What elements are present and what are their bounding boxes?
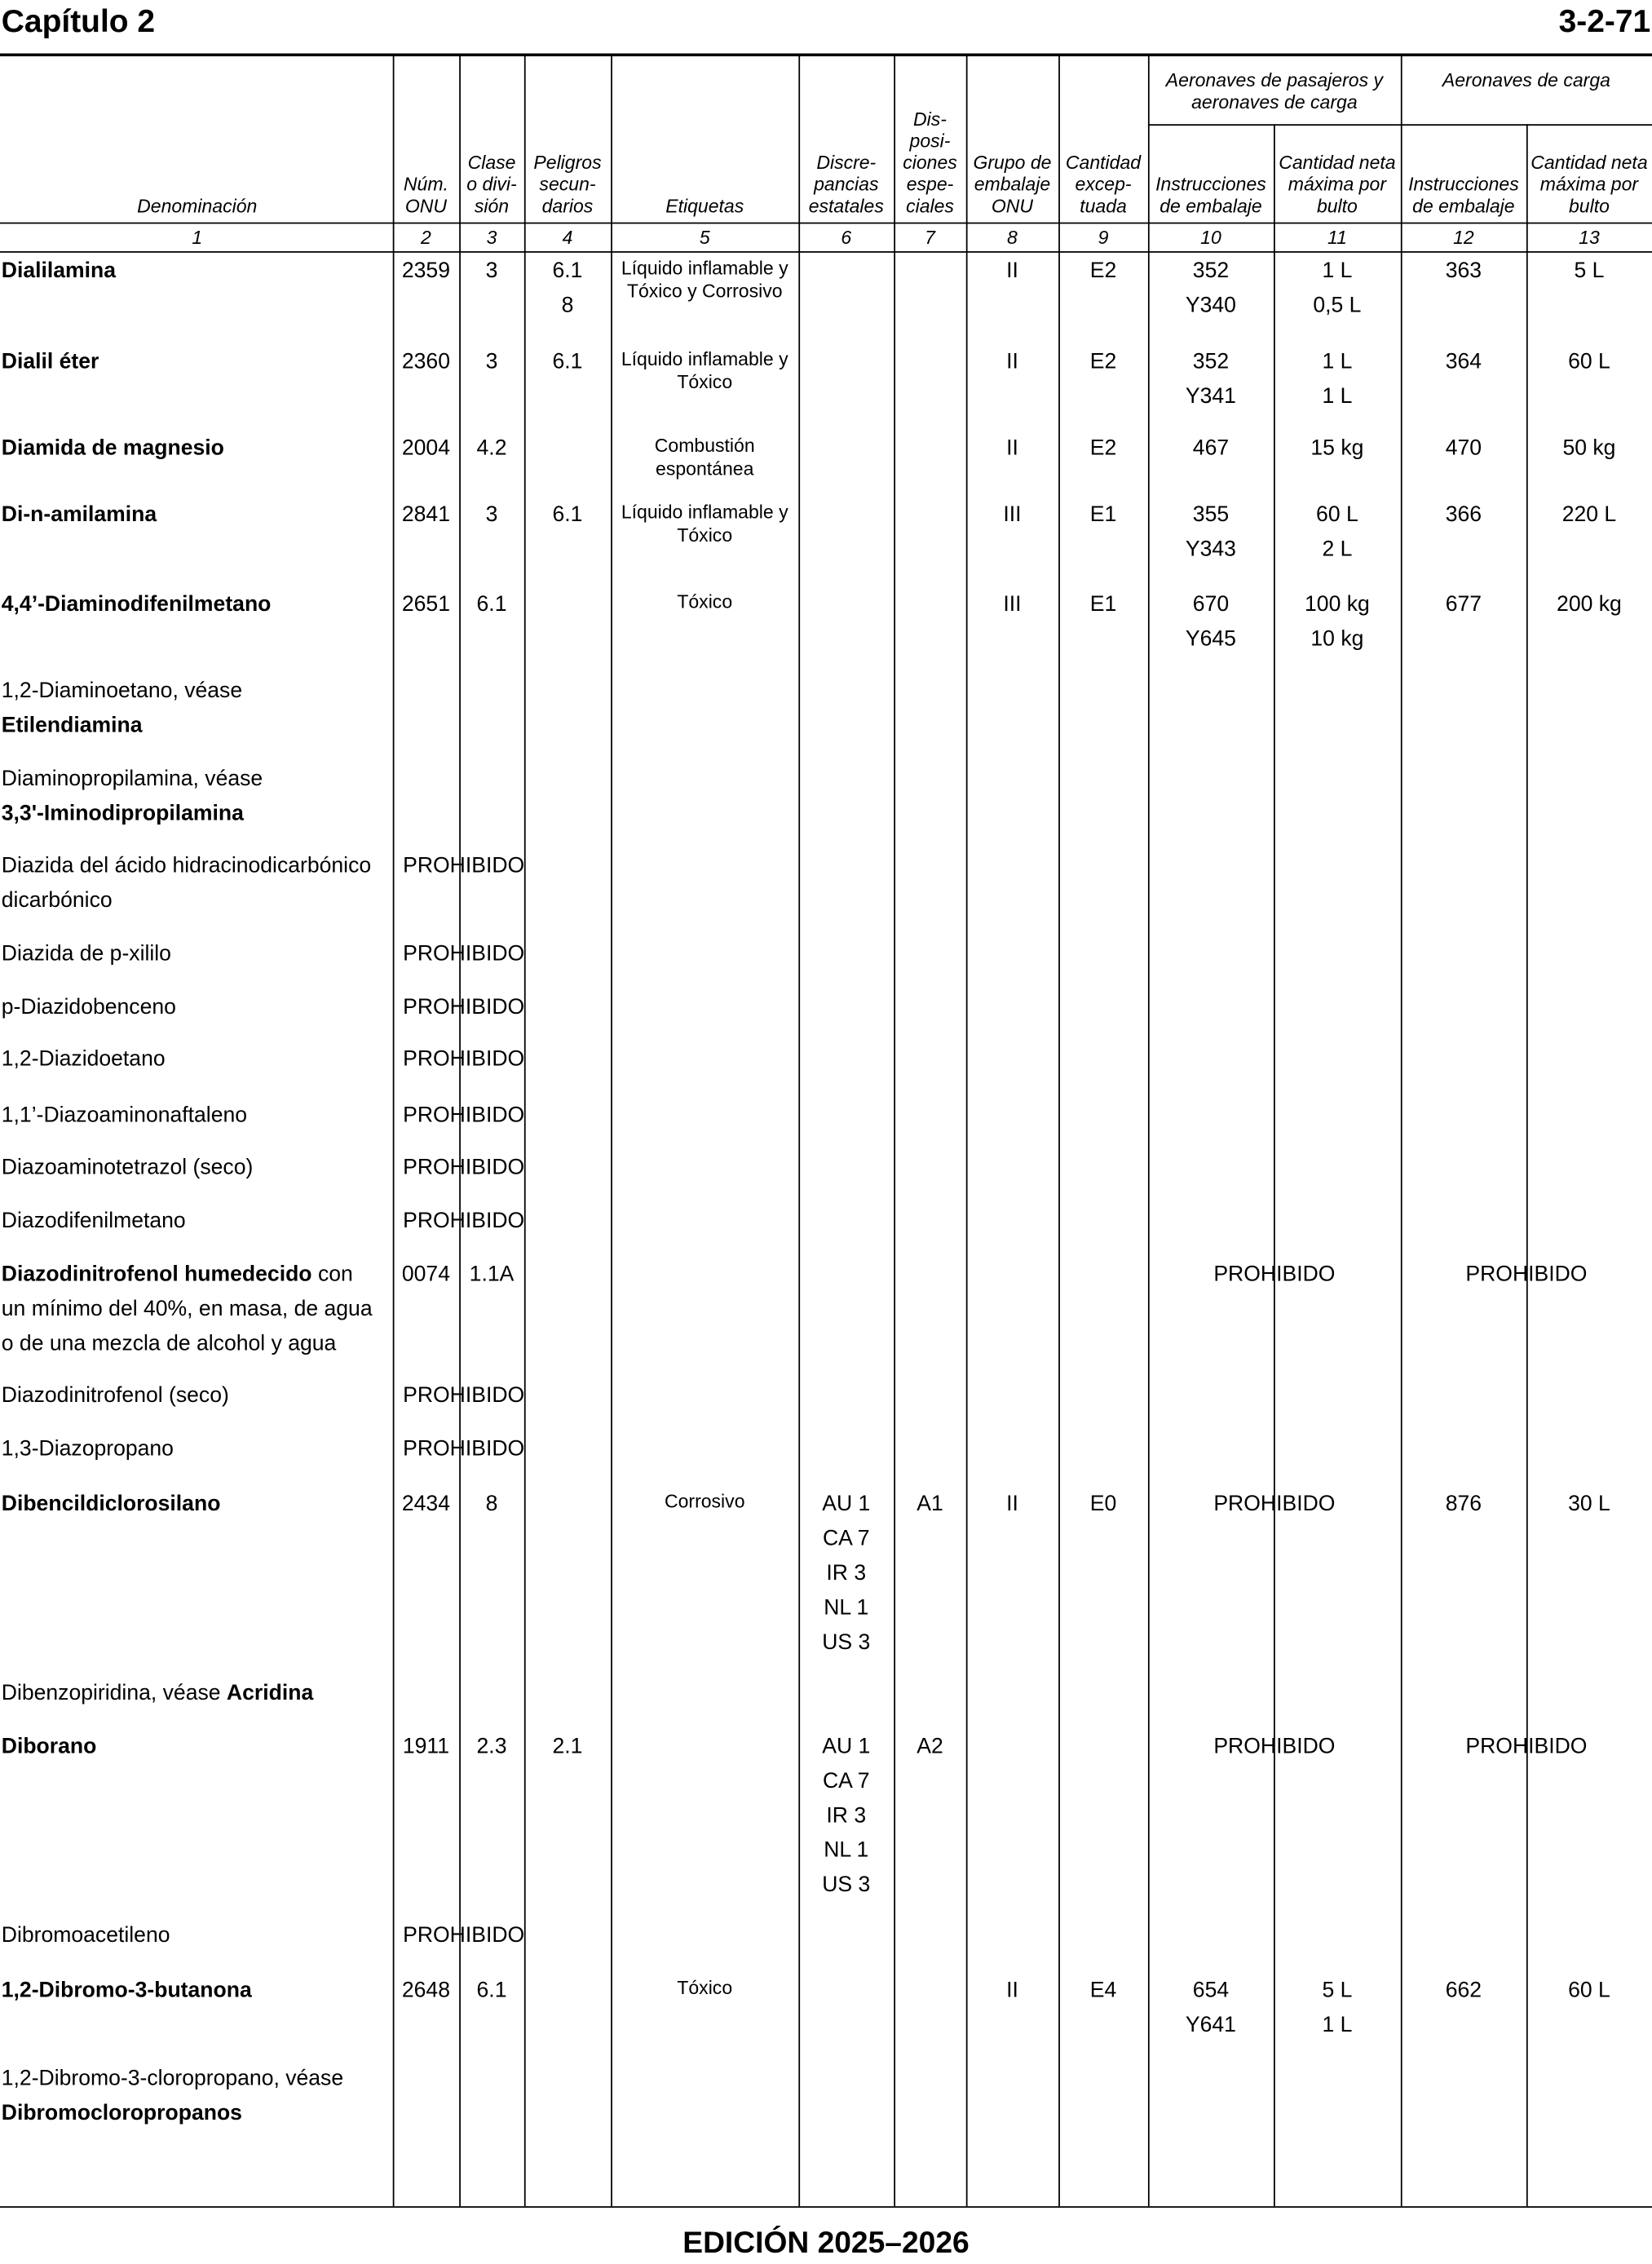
column-header-pi1 [1150, 127, 1273, 217]
column-number: 4 [562, 226, 573, 249]
packing-group: II [1006, 349, 1018, 374]
state-variation: NL 1 [824, 1595, 869, 1621]
max-net-quantity: 10 kg [1310, 626, 1364, 652]
packing-group: II [1006, 1978, 1018, 2003]
substance-name-tail: con [311, 1262, 353, 1287]
column-number: 13 [1579, 226, 1600, 249]
substance-name-text: 1,1’-Diazoaminonaftaleno [1, 1103, 248, 1128]
substance-name-bold: 4,4’-Diaminodifenilmetano [1, 591, 272, 617]
substance-name-bold: Dibencildiclorosilano [1, 1491, 221, 1516]
column-header-pg [968, 55, 1058, 216]
passenger-max-net-quantity [1274, 345, 1401, 414]
substance-name [2, 2062, 390, 2131]
hazard-labels: Combustión espontánea [654, 434, 755, 479]
hazard-labels: Corrosivo [664, 1490, 745, 1512]
cargo-packing-instruction: 876 [1445, 1491, 1482, 1516]
substance-name-text: Diazodinitrofenol (seco) [1, 1383, 229, 1408]
substance-name-bold: Di-n-amilamina [1, 502, 157, 528]
substance-name [2, 849, 390, 918]
substance-name [2, 345, 390, 379]
un-number: 1911 [402, 1734, 449, 1759]
passenger-max-net-quantity [1274, 498, 1401, 568]
column-header-label: Discre- pancias estatales [808, 151, 884, 217]
cargo-max-net-quantity: 50 kg [1562, 436, 1616, 461]
state-variations [798, 1730, 894, 1903]
substance-name-line [2, 1919, 390, 1953]
column-number: 3 [486, 226, 497, 249]
prohibited-text: PROHIBIDO [403, 1436, 525, 1461]
column-header-label: Cantidad excep- tuada [1065, 151, 1142, 217]
state-variation: CA 7 [822, 1526, 870, 1551]
cargo-packing-instruction: 363 [1445, 258, 1482, 284]
column-number: 11 [1327, 226, 1347, 249]
column-number: 12 [1453, 226, 1474, 249]
substance-name [2, 1205, 390, 1239]
substance-name-bold: Dialil éter [1, 349, 99, 374]
state-variation: US 3 [822, 1629, 871, 1655]
column-number: 10 [1200, 226, 1221, 249]
subsidiary-hazards [524, 254, 611, 324]
passenger-prohibited: PROHIBIDO [1213, 1262, 1336, 1287]
column-header-label: Grupo de embalaje ONU [973, 151, 1052, 217]
un-number: 2359 [401, 258, 450, 284]
passenger-packing-instructions [1148, 588, 1274, 657]
hazard-class: 6.1 [476, 1978, 507, 2003]
un-number: 2004 [401, 436, 450, 461]
packing-instruction: Y340 [1185, 293, 1236, 318]
column-rule [894, 55, 895, 2206]
max-net-quantity: 1 L [1322, 383, 1353, 409]
column-number: 8 [1007, 226, 1018, 249]
substance-name [2, 937, 390, 971]
un-number: 2651 [401, 591, 450, 617]
un-number: 2841 [401, 502, 450, 528]
packing-instruction: Y645 [1185, 626, 1236, 652]
substance-name [2, 588, 390, 622]
subsidiary-hazards [524, 345, 611, 379]
substance-name-line [2, 991, 390, 1025]
state-variation: IR 3 [826, 1560, 867, 1585]
substance-name [2, 254, 390, 289]
colnum-rule [0, 251, 1652, 253]
column-header-label: Instrucciones de embalaje [1408, 173, 1519, 217]
passenger-packing-instructions [1148, 254, 1274, 324]
max-net-quantity: 1 L [1322, 2012, 1353, 2038]
max-net-quantity: 1 L [1322, 349, 1353, 374]
substance-name-line [2, 1099, 390, 1133]
substance-name [2, 991, 390, 1025]
hazard-class: 3 [485, 502, 498, 528]
cargo-packing-instruction: 677 [1445, 591, 1482, 617]
substance-name-text: 1,3-Diazopropano [1, 1436, 174, 1461]
packing-group: II [1006, 1491, 1018, 1516]
packing-instruction: 352 [1192, 349, 1230, 374]
substance-name-bold: Dialilamina [1, 258, 117, 284]
cargo-max-net-quantity: 60 L [1568, 349, 1610, 374]
passenger-max-net-quantity [1274, 431, 1401, 466]
substance-name-line [2, 849, 390, 883]
column-number: 2 [421, 226, 431, 249]
state-variation: AU 1 [822, 1734, 871, 1759]
column-header-label: Denominación [137, 195, 258, 217]
substance-name-line: o de una mezcla de alcohol y agua [1, 1331, 337, 1356]
hazard-labels: Tóxico [677, 1976, 733, 1999]
substance-name-line: dicarbónico [1, 887, 113, 913]
excepted-quantity: E2 [1089, 349, 1117, 374]
passenger-prohibited: PROHIBIDO [1213, 1491, 1336, 1516]
substance-name-line [2, 1379, 390, 1413]
subsidiary-hazard: 6.1 [552, 349, 583, 374]
substance-name-text: Diazida de p-xililo [1, 941, 171, 966]
cargo-max-net-quantity: 200 kg [1557, 591, 1622, 617]
max-net-quantity: 5 L [1322, 1978, 1353, 2003]
substance-name [2, 1099, 390, 1133]
packing-group: II [1006, 436, 1018, 461]
packing-instruction: 670 [1192, 591, 1230, 617]
passenger-prohibited: PROHIBIDO [1213, 1734, 1336, 1759]
subsidiary-hazard: 6.1 [552, 502, 583, 528]
edition-footer: EDICIÓN 2025–2026 [682, 2226, 970, 2260]
column-number: 5 [699, 226, 710, 249]
substance-name-text: p-Diazidobenceno [1, 994, 176, 1019]
hazard-class: 4.2 [476, 436, 507, 461]
substance-name-text: Dibenzopiridina, véase [1, 1680, 227, 1705]
un-number: 2434 [401, 1491, 450, 1516]
substance-name [2, 1488, 390, 1522]
column-header-eq [1060, 55, 1146, 216]
chapter-title: Capítulo 2 [1, 2, 156, 39]
substance-name [2, 1676, 390, 1710]
prohibited-text: PROHIBIDO [403, 1103, 525, 1128]
column-number: 7 [925, 226, 935, 249]
substance-name [2, 1974, 390, 2008]
column-header-labels [612, 55, 797, 216]
passenger-packing-instructions [1148, 345, 1274, 414]
substance-name [2, 1919, 390, 1953]
substance-name [2, 1730, 390, 1764]
substance-name [2, 763, 390, 832]
substance-name-line [2, 763, 390, 797]
prohibited-text: PROHIBIDO [403, 994, 525, 1019]
excepted-quantity: E0 [1089, 1491, 1117, 1516]
table-bottom-rule [0, 2206, 1652, 2208]
cargo-packing-instruction: 364 [1445, 349, 1482, 374]
hazard-labels: Tóxico [677, 590, 733, 612]
substance-name-line [2, 937, 390, 971]
column-number: 1 [192, 226, 203, 249]
hazard-labels: Líquido inflamable y Tóxico y Corrosivo [621, 257, 788, 302]
column-header-label: Instrucciones de embalaje [1155, 173, 1266, 217]
substance-name [2, 1042, 390, 1077]
cargo-packing-instruction: 662 [1445, 1978, 1482, 2003]
substance-name [2, 431, 390, 466]
cargo-max-net-quantity: 5 L [1574, 258, 1605, 284]
prohibited-text: PROHIBIDO [403, 1155, 525, 1180]
excepted-quantity: E1 [1089, 502, 1117, 528]
packing-instruction: Y343 [1185, 537, 1236, 562]
substance-name-text: 1,2-Diaminoetano, véase [1, 679, 243, 704]
subsidiary-hazard: 8 [561, 293, 574, 318]
substance-name-line: un mínimo del 40%, en masa, de agua [1, 1296, 373, 1321]
cross-reference-name: Acridina [226, 1680, 314, 1705]
column-header-label: Peligros secun- darios [533, 151, 602, 217]
state-variation: AU 1 [822, 1491, 871, 1516]
hazard-class: 3 [485, 258, 498, 284]
column-number: 6 [841, 226, 852, 249]
column-header-q1 [1275, 127, 1399, 217]
substance-name-line [2, 1042, 390, 1077]
passenger-packing-instructions [1148, 1974, 1274, 2043]
un-number: 2360 [401, 349, 450, 374]
max-net-quantity: 60 L [1316, 502, 1358, 528]
packing-group: III [1003, 591, 1022, 617]
substance-name-line [2, 1205, 390, 1239]
cargo-max-net-quantity: 60 L [1568, 1978, 1610, 2003]
state-variation: US 3 [822, 1873, 871, 1898]
max-net-quantity: 1 L [1322, 258, 1353, 284]
subsidiary-hazards [524, 1730, 611, 1764]
substance-name [2, 1151, 390, 1185]
packing-instruction: 467 [1192, 436, 1230, 461]
group-header-cargo: Aeronaves de carga [1442, 69, 1610, 91]
hazard-class: 2.3 [476, 1734, 507, 1759]
column-header-label: Dis- posi- ciones espe- ciales [903, 108, 957, 217]
cross-reference-name: Etilendiamina [1, 713, 143, 738]
cargo-packing-instruction: 366 [1445, 502, 1482, 528]
group-header-passenger: Aeronaves de pasajeros y aeronaves de carga [1165, 69, 1383, 113]
column-header-var [800, 55, 892, 216]
column-header-un [394, 55, 457, 216]
page-number: 3-2-71 [1558, 2, 1651, 39]
substance-name [2, 498, 390, 533]
column-header-sp [895, 55, 965, 216]
column-number: 9 [1098, 226, 1109, 249]
prohibited-text: PROHIBIDO [403, 1383, 525, 1408]
passenger-max-net-quantity [1274, 1974, 1401, 2043]
column-header-pi2 [1402, 127, 1526, 217]
packing-instruction: Y641 [1185, 2012, 1236, 2038]
state-variation: NL 1 [824, 1837, 869, 1863]
substance-name-text: Diazida del ácido hidracinodicarbónico [1, 853, 372, 878]
substance-name-line [2, 1432, 390, 1466]
cargo-prohibited: PROHIBIDO [1465, 1734, 1588, 1759]
un-number: 0074 [401, 1262, 450, 1287]
max-net-quantity: 15 kg [1310, 436, 1364, 461]
excepted-quantity: E2 [1089, 436, 1117, 461]
subsidiary-hazard: 6.1 [552, 258, 583, 284]
substance-name-bold: Diamida de magnesio [1, 436, 224, 461]
hazard-class: 3 [485, 349, 498, 374]
substance-name [2, 1432, 390, 1466]
substance-name-bold: Diborano [1, 1734, 97, 1759]
max-net-quantity: 2 L [1322, 537, 1353, 562]
column-header-label: Clase o divi- sión [466, 151, 517, 217]
substance-name-bold: Diazodinitrofenol humedecido [1, 1262, 312, 1287]
cargo-max-net-quantity: 220 L [1561, 502, 1617, 528]
packing-instruction: 352 [1192, 258, 1230, 284]
prohibited-text: PROHIBIDO [403, 853, 525, 878]
column-header-q2 [1528, 127, 1651, 217]
prohibited-text: PROHIBIDO [403, 941, 525, 966]
column-header-label: Cantidad neta máxima por bulto [1531, 151, 1648, 217]
max-net-quantity: 0,5 L [1313, 293, 1362, 318]
passenger-max-net-quantity [1274, 588, 1401, 657]
passenger-max-net-quantity [1274, 254, 1401, 324]
cross-reference-name: Dibromocloropropanos [1, 2100, 242, 2126]
state-variations [798, 1488, 894, 1660]
packing-group: III [1003, 502, 1022, 528]
prohibited-text: PROHIBIDO [403, 1046, 525, 1072]
passenger-packing-instructions [1148, 498, 1274, 568]
state-variation: IR 3 [826, 1803, 867, 1828]
hazard-labels: Líquido inflamable y Tóxico [621, 501, 788, 546]
substance-name-text: 1,2-Diazidoetano [1, 1046, 166, 1072]
substance-name-text: Diazoaminotetrazol (seco) [1, 1155, 254, 1180]
packing-instruction: 355 [1192, 502, 1230, 528]
substance-name-line [2, 674, 390, 709]
subsidiary-hazards [524, 498, 611, 533]
column-header-name [3, 55, 391, 216]
substance-name-line [2, 2062, 390, 2096]
substance-name-text: Dibromoacetileno [1, 1923, 170, 1948]
excepted-quantity: E4 [1089, 1978, 1117, 2003]
subsidiary-hazard: 2.1 [552, 1734, 583, 1759]
substance-name-bold: 1,2-Dibromo-3-butanona [1, 1978, 252, 2003]
prohibited-text: PROHIBIDO [403, 1208, 525, 1233]
cargo-packing-instruction: 470 [1445, 436, 1482, 461]
state-variation: CA 7 [822, 1768, 870, 1793]
substance-name-line [2, 1676, 390, 1710]
cargo-prohibited: PROHIBIDO [1465, 1262, 1588, 1287]
cargo-max-net-quantity: 30 L [1568, 1491, 1610, 1516]
column-header-sub [526, 55, 610, 216]
substance-name [2, 674, 390, 744]
column-header-label: Cantidad neta máxima por bulto [1279, 151, 1396, 217]
excepted-quantity: E2 [1089, 258, 1117, 284]
hazard-class: 6.1 [476, 591, 507, 617]
special-provision: A2 [917, 1734, 943, 1759]
max-net-quantity: 100 kg [1305, 591, 1370, 617]
excepted-quantity: E1 [1089, 591, 1117, 617]
passenger-packing-instructions [1148, 431, 1274, 466]
substance-name-text: 1,2-Dibromo-3-cloropropano, véase [1, 2066, 344, 2091]
cross-reference-name: 3,3'-Iminodipropilamina [1, 801, 244, 826]
special-provision: A1 [917, 1491, 943, 1516]
column-header-class [461, 55, 523, 216]
hazard-class: 8 [485, 1491, 498, 1516]
packing-instruction: Y341 [1185, 383, 1236, 409]
hazard-class: 1.1A [469, 1262, 515, 1287]
column-header-label: Etiquetas [665, 195, 744, 217]
substance-name-line [2, 1151, 390, 1185]
column-header-label: Núm. ONU [403, 173, 448, 217]
substance-name [2, 1258, 390, 1361]
packing-instruction: 654 [1192, 1978, 1230, 2003]
prohibited-text: PROHIBIDO [403, 1923, 525, 1948]
header-rule [0, 223, 1652, 224]
hazard-labels: Líquido inflamable y Tóxico [621, 347, 788, 392]
substance-name-text: Diazodifenilmetano [1, 1208, 186, 1233]
substance-name [2, 1379, 390, 1413]
substance-name-text: Diaminopropilamina, véase [1, 767, 263, 792]
packing-group: II [1006, 258, 1018, 284]
un-number: 2648 [401, 1978, 450, 2003]
